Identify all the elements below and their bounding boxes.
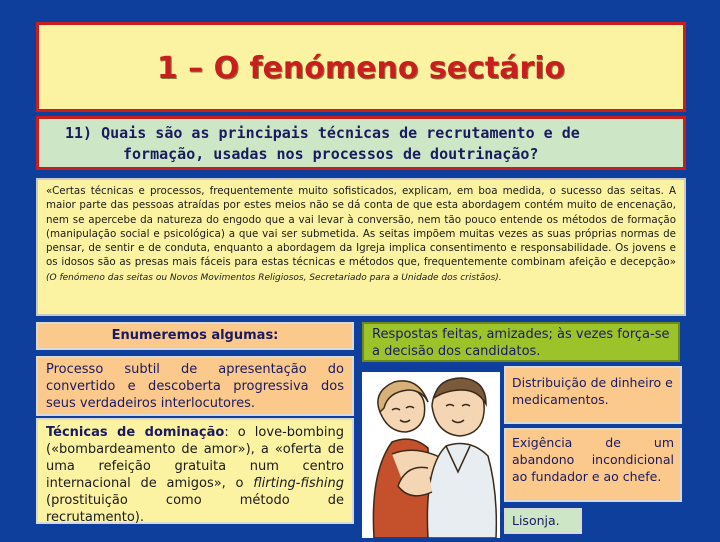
money-distribution-box: Distribuição de dinheiro e medicamentos. [504, 366, 682, 424]
process-text: Processo subtil de apresentação do convertido e descoberta progressiva dos seus verdadeiros interlocutores. [36, 356, 354, 416]
question-line-1: 11) Quais são as principais técnicas de recrutamento e de [65, 124, 580, 142]
techniques-part-2: (prostituição como método de recrutamento). [46, 493, 344, 525]
demand-box: Exigência de um abandono incondicional ao fundador e ao chefe. [504, 428, 682, 502]
techniques-box [36, 418, 354, 524]
techniques-italic: flirting-fishing [253, 476, 344, 491]
techniques-part-1: : o love-bombing («bombardeamento de amor»), a «oferta de uma refeição gratuita num centro internacional de amigos», o [46, 425, 344, 491]
hug-illustration-svg [362, 372, 500, 538]
flattery-box: Lisonja. [504, 508, 582, 534]
quote-citation: (O fenómeno das seitas ou Novos Movimentos Religiosos, Secretariado para a Unidade dos cristãos). [46, 272, 502, 283]
quote-text: «Certas técnicas e processos, frequentemente muito sofisticados, explicam, em boa medida, o sucesso das seitas. A maior parte das pessoas atraídas por estes meios não se dá conta de que esta abordagem contém muito de encenação, nem se apercebe da natureza do engodo que a vai levar à conversão, nem tão pouco entende os métodos de formação (manipulação social e psicológica) a que vai ser submetida. As seitas impõem muitas vezes as suas próprias normas de pensar, de sentir e de conduta, enquanto a abordagem da Igreja implica consentimento e responsabilidade. Os jovens e os idosos são as presas mais fáceis para estas técnicas e métodos que, frequentemente combinam afeição e decepção» [46, 185, 676, 269]
quote-box [36, 178, 686, 316]
question-line-2: formação, usadas nos processos de doutrinação? [123, 145, 539, 163]
slide-title: 1 – O fenómeno sectário [156, 51, 566, 86]
techniques-lead: Técnicas de dominação [46, 425, 225, 440]
ready-answers-box: Respostas feitas, amizades; às vezes força-se a decisão dos candidatos. [362, 322, 680, 362]
enumerate-label: Enumeremos algumas: [36, 322, 354, 350]
hug-illustration [362, 372, 500, 538]
question-box [36, 116, 686, 170]
title-box [36, 22, 686, 112]
